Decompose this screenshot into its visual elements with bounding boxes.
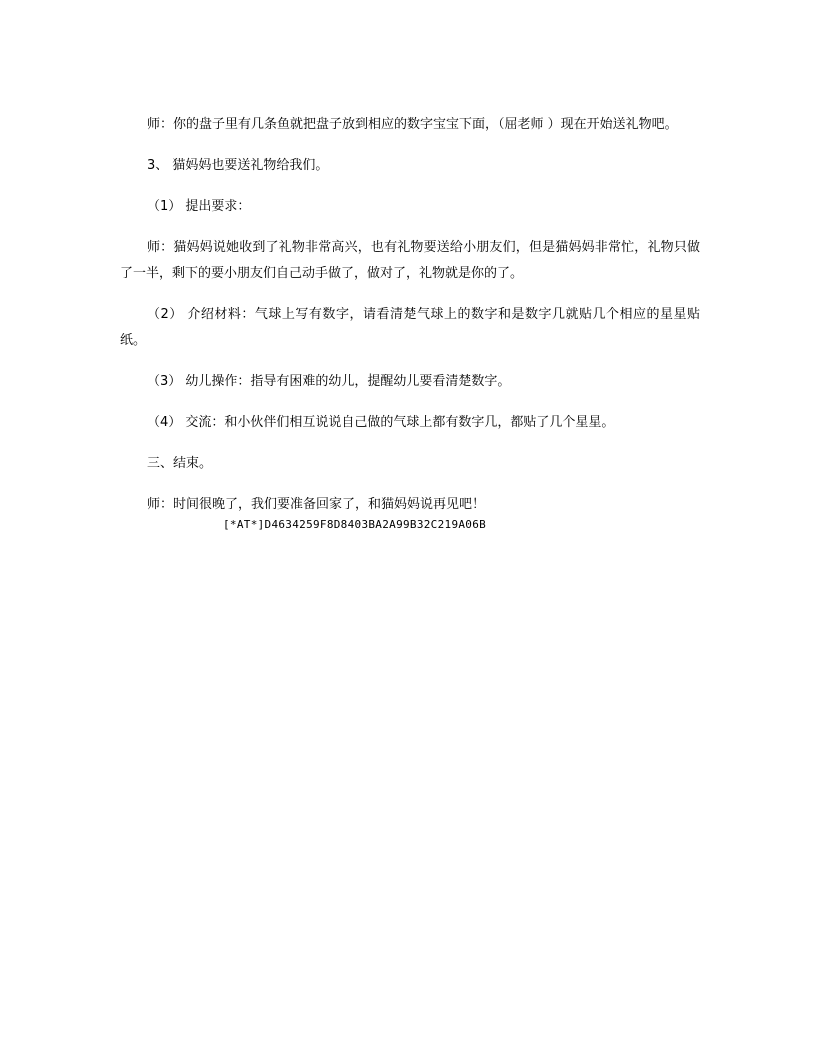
paragraph-section-3: 3、 猫妈妈也要送礼物给我们。 (147, 158, 329, 173)
paragraph-step-2: （2） 介绍材料：气球上写有数字，请看清楚气球上的数字和是数字几就贴几个相应的星星贴纸。 (120, 307, 700, 348)
paragraph-teacher-cat-mom: 师：猫妈妈说她收到了礼物非常高兴，也有礼物要送给小朋友们，但是猫妈妈非常忙，礼物只做了一半，剩下的要小朋友们自己动手做了，做对了，礼物就是你的了。 (120, 240, 700, 281)
document-body (120, 112, 700, 532)
paragraph-step-4: （4） 交流：和小伙伴们相互说说自己做的气球上都有数字几，都贴了几个星星。 (147, 415, 615, 430)
paragraph-step-3: （3） 幼儿操作：指导有困难的幼儿，提醒幼儿要看清楚数字。 (147, 374, 511, 389)
paragraph-teacher-goodbye: 师：时间很晚了，我们要准备回家了，和猫妈妈说再见吧！ (147, 497, 486, 512)
document-code: [*AT*]D4634259F8D8403BA2A99B32C219A06B (223, 518, 487, 531)
paragraph-teacher-gift: 师：你的盘子里有几条鱼就把盘子放到相应的数字宝宝下面，（屈老师 ）现在开始送礼物吧。 (147, 117, 678, 132)
paragraph-step-1: （1） 提出要求： (147, 199, 251, 214)
paragraph-ending-heading: 三、结束。 (147, 456, 213, 471)
